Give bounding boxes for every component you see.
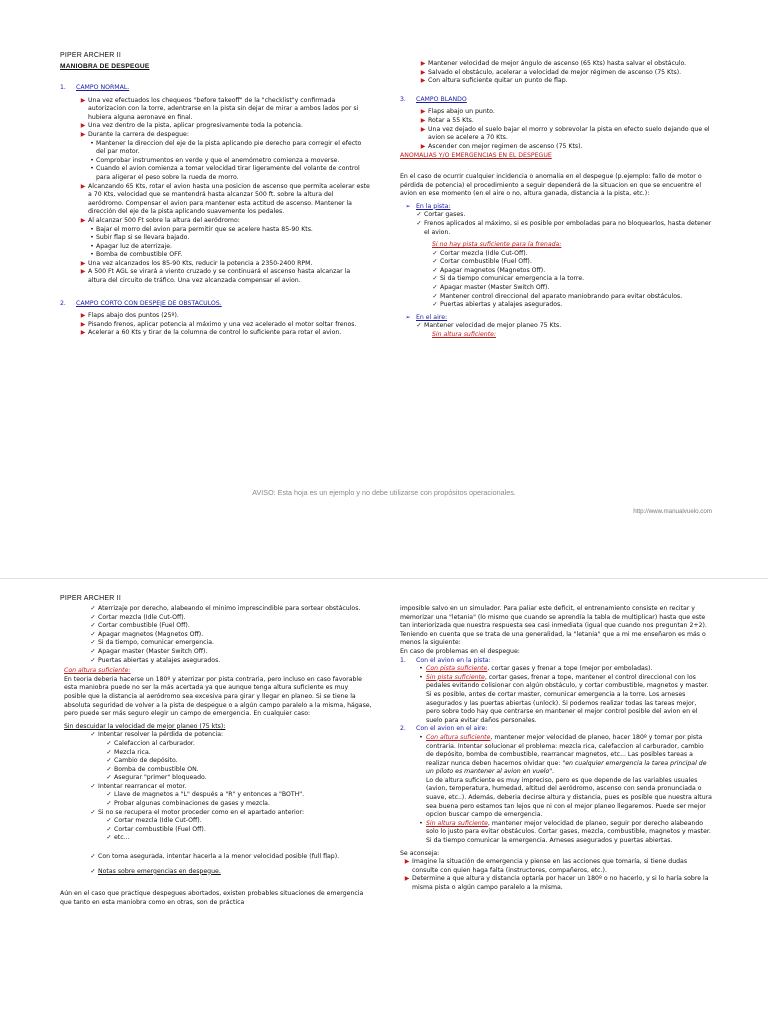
check-item: ✓ etc...	[106, 834, 130, 842]
check-item: ✓ Intentar rearrancar el motor.	[90, 782, 187, 790]
list-item: ▶ Determine a que altura y distancia optaría por hacer un 180º o no hacerlo, y si lo haría sobre la misma pista o algún campo paralelo a la misma.	[404, 875, 709, 891]
check-item: ✓ Apagar magnetos (Magnetos Off).	[432, 266, 546, 274]
bullet-item: • Apagar luz de aterrizaje.	[90, 242, 172, 250]
check-item: ✓ Cortar mezcla (Idle Cut-Off).	[432, 249, 528, 257]
list-item: ▶ Flaps abajo un punto.	[420, 108, 495, 116]
subheading-red: Sin altura suficiente:	[432, 331, 497, 339]
check-item: ✓ Apagar magnetos (Magnetos Off).	[90, 630, 204, 638]
paragraph: En teoria deberia hacerse un 180º y aterrizar por pista contraria, pero incluso en caso favorable esta maniobra puede no ser la más acertada ya que aunque tenga altura suficiente es muy posible que la distancia al aeródromo sea excesiva para girar y llegar en planeo. Si se tiene la absoluta seguridad de volver a la pista de despegue o a algún campo paralelo a la misma, hágase, pero puede ser más seguro elegir un campo de emergencia. En cualquier caso:	[64, 675, 372, 718]
list-item: ▶ Rotar a 55 Kts.	[420, 116, 474, 124]
bullet-item: • Mantener la direccion del eje de la pista aplicando pie derecho para corregir el efecto del par motor.	[90, 139, 362, 156]
check-item: ✓ Asegurar "primer" bloqueado.	[106, 774, 207, 782]
document-page-2	[0, 578, 768, 1025]
anomalias-title: ANOMALIAS Y/O EMERGENCIAS EN EL DESPEGUE	[400, 152, 552, 160]
list-item: ▶ Acelerar a 60 Kts y tirar de la columna de control lo suficiente para rotar el avion.	[80, 329, 342, 337]
bullet-item: • Bomba de combustible OFF.	[90, 251, 183, 259]
page-gap	[0, 540, 768, 578]
subheading-red: Con altura suficiente:	[64, 667, 131, 675]
list-item: ▶ Imagine la situación de emergencia y piense en las acciones que tomaría, si tiene dudas consulte con quien haga falta (instructores, compañeros, etc.).	[404, 858, 688, 874]
check-item: ✓ Cortar combustible (Fuel Off).	[90, 622, 190, 630]
check-item: ✓ Probar algunas combinaciones de gases y mezcla.	[106, 800, 270, 808]
disclaimer-notice: AVISO: Esta hoja es un ejemplo y no debe utilizarse con propósitos operacionales.	[252, 488, 516, 497]
paragraph: imposible salvo en un simulador. Para paliar este deficit, el entrenamiento consiste en recitar y memorizar una "letania" (lo mismo que cuando se aprendía la tabla de multiplicar) hasta que este tan interiorizada que nuestra respuesta sea casi inmediata (igual que cuando nos preguntan 2+2). Teniendo en cuenta que se trata de una generalidad, la "letania" que a mi me enseñaron es más o menos la siguiente:	[400, 605, 707, 647]
list-item: ▶ A 500 Ft AGL se virará a viento cruzado y se continuará el ascenso hasta alcanzar la altura del circuito de tráfico. Una vez alcanzada compensar el avion.	[80, 268, 351, 285]
list-item: ▶ Una vez efectuados los chequeos "before takeoff" de la "checklist"y confirmada autorizacion con la torre, adentrarse en la pista sin dejar de mirar a ambos lados por si hubiera alguna aeronave en final.	[80, 96, 359, 121]
paragraph: En caso de problemas en el despegue:	[400, 647, 520, 655]
bullet-item: • Con pista suficiente, cortar gases y frenar a tope (mejor por emboladas).	[419, 665, 653, 673]
list-item: ▶ Una vez alcanzados los 85-90 Kts, reducir la potencia a 2350-2400 RPM.	[80, 259, 313, 267]
bullet-item: • Subir flap si se llevara bajado.	[90, 234, 190, 242]
list-item: ▶ Al alcanzar 500 Ft sobre la altura del aeródromo:	[80, 216, 240, 224]
check-item: ✓ Cortar combustible (Fuel Off).	[106, 825, 206, 833]
check-item: ✓ Apagar master (Master Switch Off).	[432, 284, 550, 292]
paragraph: Aún en el caso que practique despegues abortados, existen probables situaciones de emergencia que tanto en esta maniobra como en otras, son de práctica	[60, 890, 364, 906]
check-item: ✓ Cortar mezcla (Idle Cut-Off).	[90, 613, 186, 621]
check-item: ✓ Mantener velocidad de mejor planeo 75 Kts.	[416, 322, 562, 330]
bullet-item: • Cuando el avion comienza a tomar velocidad tirar ligeramente del volante de control para aligerar el peso sobre la rueda de morro.	[90, 165, 360, 181]
check-item: ✓ Puertas abiertas y atalajes asegurados.	[90, 656, 221, 664]
page-header: PIPER ARCHER II	[60, 595, 121, 602]
anomalias-intro: En el caso de ocurrir cualquier incidencia o anomalia en el despegue (p.ejemplo: fallo de motor o pérdida de potencia) el procedimiento a seguir dependerá de la situacion en que se encuentre el avion en ese momento (en el aire o no, altura ganada, distancia a la pista, etc.):	[400, 172, 702, 198]
left-column	[60, 84, 370, 338]
check-item: ✓ Aterrizaje por derecho, alabeando el minimo imprescindible para sortear obstáculos.	[90, 605, 361, 612]
section-title: CAMPO BLANDO	[416, 95, 467, 103]
list-item: ▶ Alcanzando 65 Kts, rotar el avion hasta una posicion de ascenso que permita acelerar este a 70 Kts, velocidad que se mantendrá hasta alcanzar 500 ft. sobre la altura del aeródromo. Compensar el avion para mantener esta actitud de ascenso. Mantener la dirección del eje de la pista aplicando suavemente los pedales.	[80, 182, 370, 216]
list-item: ▶ Con altura suficiente quitar un punto de flap.	[420, 77, 568, 85]
check-item: ✓ Notas sobre emergencias en despegue.	[90, 867, 221, 875]
check-item: ✓ Mezcla rica.	[106, 748, 151, 756]
list-item: ▶ Una vez dejado el suelo bajar el morro y sobrevolar la pista en efecto suelo dejando que el avion se acelere a 70 Kts.	[420, 125, 710, 142]
check-item: ✓ Si da tiempo comunicar emergencia a la torre.	[432, 275, 585, 283]
bullet-item: • Bajar el morro del avion para permitir que se acelere hasta 85-90 Kts.	[90, 225, 313, 233]
section-heading: 1. Con el avion en la pista:	[400, 656, 491, 664]
right-column	[400, 605, 712, 893]
list-item: ▶ Flaps abajo dos puntos (25º).	[80, 312, 179, 320]
right-column	[400, 60, 715, 340]
page-title: MANIOBRA DE DESPEGUE	[60, 63, 150, 70]
check-item: ✓ Con toma asegurada, intentar hacerla a la menor velocidad posible (full flap).	[90, 853, 340, 861]
subheading-red: Si no hay pista suficiente para la frenada:	[432, 241, 562, 249]
list-item: ▶ Mantener velocidad de mejor ángulo de ascenso (65 Kts) hasta salvar el obstáculo.	[420, 60, 687, 67]
check-item: ✓ Cambio de depósito.	[106, 757, 178, 765]
list-item: ▶ Salvado el obstáculo, acelerar a velocidad de mejor régimen de ascenso (75 Kts).	[420, 68, 682, 76]
subheading: Se aconseja:	[400, 849, 440, 857]
page-header: PIPER ARCHER II	[60, 52, 121, 59]
check-item: ✓ Calefaccion al carburador.	[106, 739, 195, 747]
list-item: ▶ Ascender con mejor regimen de ascenso (75 Kts).	[420, 142, 583, 150]
list-item: ▶ Una vez dentro de la pista, aplicar progresivamente toda la potencia.	[80, 122, 303, 130]
check-item: ✓ Puertas abiertas y atalajes asegurados.	[432, 301, 563, 309]
section-heading: 3. CAMPO BLANDO	[400, 95, 467, 103]
check-item: ✓ Mantener control direccional del aparato maniobrando para evitar obstáculos.	[432, 292, 683, 300]
section-heading: 2. Con el avion en el aire:	[400, 725, 488, 733]
bullet-item: • Sin altura suficiente, mantener mejor velocidad de planeo, seguir por derecho alabeando solo lo justo para evitar obstáculos. Cortar gases, mezcla, combustible, magnetos y master. Si da tiempo comunicar la emergencia. Arneses asegurados y puertas abiertas.	[419, 819, 711, 845]
check-item: ✓ Llave de magnetos a "L" después a "R" y entonces a "BOTH".	[106, 791, 305, 799]
section-heading: 2. CAMPO CORTO CON DESPEJE DE OBSTACULOS.	[60, 299, 222, 307]
check-item: ✓ Cortar gases.	[416, 211, 466, 219]
bullet-item: • Comprobar instrumentos en verde y que el anemómetro comienza a moverse.	[90, 156, 340, 164]
subsection-heading: ➢ En el aire:	[405, 313, 448, 321]
section-title: CAMPO NORMAL.	[76, 84, 130, 91]
section-title: CAMPO CORTO CON DESPEJE DE OBSTACULOS.	[76, 299, 222, 307]
bullet-item: • Con altura suficiente, mantener mejor velocidad de planeo, hacer 180º y tomar por pista contraria. Intentar solucionar el problema: mezcla rica, calefaccion al carburador, cambio de depósito, bomba de combustible, rearrancar magnetos, etc... Las posibles tareas a realizar nunca deben hacernos olvidar que: "en cualquier emergencia la tarea principal de un piloto es mantener al avion en vuelo".	[419, 733, 707, 776]
check-item: ✓ Cortar mezcla (Idle Cut-Off).	[106, 817, 202, 825]
subheading: Sin descuidar la velocidad de mejor planeo (75 kts):	[64, 722, 226, 730]
subsection-heading: ➢ En la pista:	[405, 202, 451, 210]
check-item: ✓ Si no se recupera el motor proceder como en el apartado anterior:	[90, 808, 305, 816]
left-column	[60, 605, 372, 907]
check-item: ✓ Cortar combustible (Fuel Off).	[432, 258, 532, 266]
paragraph: Lo de altura suficiente es muy impreciso, pero es que depende de las variables usuales (avion, temperatura, humedad, altitud del aeródromo, ascenso con senda pronunciada o suave, etc..). Además, deberia decirse altura y distancia, pues es posible que nuestra altura sea buena pero estamos tan lejos que ni con el mejor planeo llegaremos. Puede ser mejor opcion buscar campo de emergencia.	[426, 776, 712, 819]
section-heading: 1. CAMPO NORMAL.	[60, 84, 130, 91]
bullet-item: • Sin pista suficiente, cortar gases, frenar a tope, mantener el control direccional con los pedales evitando colisionar con algún obstáculo, y cortar combustible, magnetos y master. Si es posible, antes de cortar master, comunicar emergencia a la torre. Los arneses asegurados y las puertas abiertas (unlock). Si podemos realizar todas las tareas mejor, pero sobre todo hay que centrarse en mantener el mejor control posible del avion en el suelo para evitar daños personales.	[419, 673, 709, 724]
check-item: ✓ Bomba de combustible ON.	[106, 765, 199, 773]
list-item: ▶ Durante la carrera de despegue:	[80, 130, 189, 138]
check-item: ✓ Frenos aplicados al máximo, si es posible por emboladas para no bloquearlos, hasta detener el avion.	[416, 219, 712, 236]
footer-url: http://www.manualvuelo.com	[633, 508, 712, 515]
check-item: ✓ Apagar master (Master Switch Off).	[90, 647, 208, 655]
check-item: ✓ Si da tiempo, comunicar emergencia.	[90, 639, 215, 647]
list-item: ▶ Pisando frenos, aplicar potencia al máximo y una vez acelerado el motor soltar frenos.	[80, 320, 357, 328]
check-item: ✓ Intentar resolver la pérdida de potencia:	[90, 731, 224, 739]
